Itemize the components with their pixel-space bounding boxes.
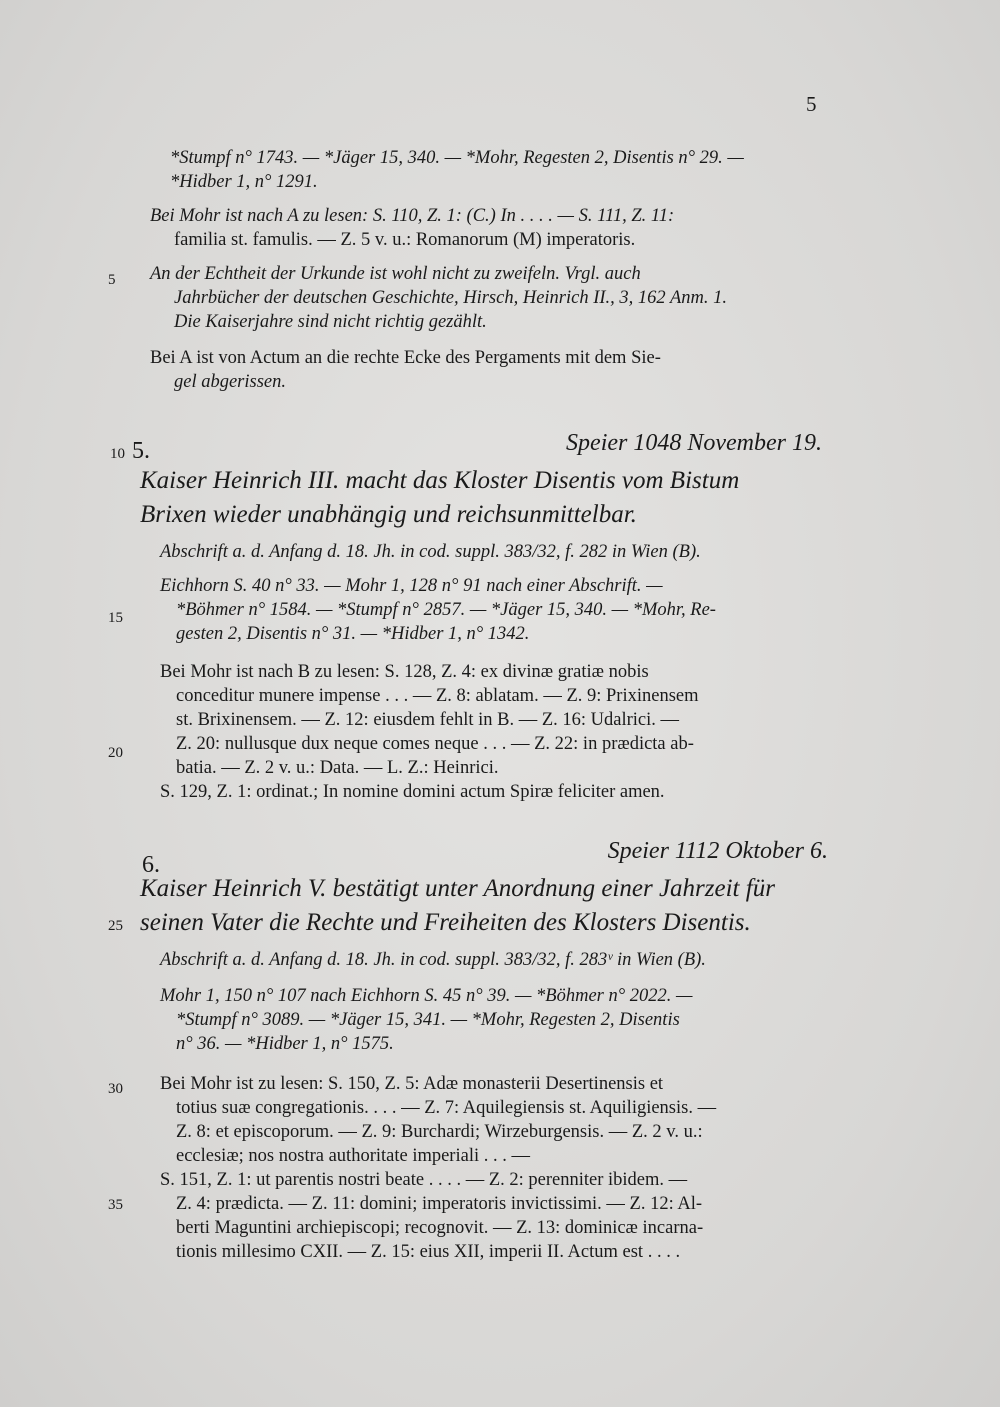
text-line: gesten 2, Disentis n° 31. — *Hidber 1, n° 1342. <box>176 624 530 644</box>
text-line: berti Maguntini archiepiscopi; recognovit. — Z. 13: dominicæ incarna- <box>176 1218 704 1238</box>
text-line: *Stumpf n° 3089. — *Jäger 15, 341. — *Mohr, Regesten 2, Disentis <box>176 1010 680 1030</box>
text-line: Die Kaiserjahre sind nicht richtig gezählt. <box>174 312 487 332</box>
text-line: Jahrbücher der deutschen Geschichte, Hirsch, Heinrich II., 3, 162 Anm. 1. <box>174 288 727 308</box>
line-number: 15 <box>108 610 123 626</box>
variant-readings <box>150 204 822 252</box>
text-line: batia. — Z. 2 v. u.: Data. — L. Z.: Heinrici. <box>176 758 499 778</box>
document-title <box>140 464 830 532</box>
text-line: Bei Mohr ist zu lesen: S. 150, Z. 5: Adæ monasterii Desertinensis et <box>160 1074 664 1094</box>
text-line: An der Echtheit der Urkunde ist wohl nicht zu zweifeln. Vrgl. auch <box>150 264 641 284</box>
text-line: familia st. famulis. — Z. 5 v. u.: Romanorum (M) imperatoris. <box>174 230 636 250</box>
text-line: Mohr 1, 150 n° 107 nach Eichhorn S. 45 n° 39. — *Böhmer n° 2022. — <box>160 986 693 1006</box>
line-number: 20 <box>108 745 123 761</box>
damage-note <box>150 346 822 394</box>
text-line: Bei A ist von Actum an die rechte Ecke des Pergaments mit dem Sie- <box>150 348 661 368</box>
authenticity-note <box>150 262 822 334</box>
source-note: Abschrift a. d. Anfang d. 18. Jh. in cod. suppl. 383/32, f. 282 in Wien (B). <box>160 542 701 562</box>
text-line: *Böhmer n° 1584. — *Stumpf n° 2857. — *Jäger 15, 340. — *Mohr, Re- <box>176 600 716 620</box>
text-line: S. 151, Z. 1: ut parentis nostri beate . . . . — Z. 2: perenniter ibidem. — <box>160 1170 688 1190</box>
document-place-date: Speier 1048 November 19. <box>566 430 822 456</box>
document-title <box>140 872 830 940</box>
references-block <box>170 146 830 194</box>
text-line: Z. 20: nullusque dux neque comes neque . . . — Z. 22: in prædicta ab- <box>176 734 694 754</box>
title-line: Brixen wieder unabhängig und reichsunmittelbar. <box>140 501 637 528</box>
line-number: 30 <box>108 1081 123 1097</box>
text-line: Eichhorn S. 40 n° 33. — Mohr 1, 128 n° 91 nach einer Abschrift. — <box>160 576 663 596</box>
text-line: Bei Mohr ist nach B zu lesen: S. 128, Z. 4: ex divinæ gratiæ nobis <box>160 662 649 682</box>
text-line: gel abgerissen. <box>174 372 287 392</box>
text-span: Bei Mohr ist nach A zu lesen: <box>150 206 369 226</box>
text-line: *Stumpf n° 1743. — *Jäger 15, 340. — *Mohr, Regesten 2, Disentis n° 29. — <box>170 148 744 168</box>
line-number: 5 <box>108 272 116 288</box>
text-line: totius suæ congregationis. . . . — Z. 7: Aquilegiensis st. Aquiligiensis. — <box>176 1098 717 1118</box>
page-number: 5 <box>806 92 817 116</box>
text-line <box>150 204 822 228</box>
document-place-date: Speier 1112 Oktober 6. <box>607 838 828 864</box>
title-line: Kaiser Heinrich V. bestätigt unter Anordnung einer Jahrzeit für <box>140 875 775 902</box>
text-line: conceditur munere impense . . . — Z. 8: ablatam. — Z. 9: Prixinensem <box>176 686 699 706</box>
variant-readings <box>160 660 832 804</box>
text-line: Z. 4: prædicta. — Z. 11: domini; imperatoris invictissimi. — Z. 12: Al- <box>176 1194 703 1214</box>
line-number: 25 <box>108 918 123 934</box>
text-line: Z. 8: et episcoporum. — Z. 9: Burchardi; Wirzeburgensis. — Z. 2 v. u.: <box>176 1122 703 1142</box>
text-line: st. Brixinensem. — Z. 12: eiusdem fehlt in B. — Z. 16: Udalrici. — <box>176 710 680 730</box>
line-number: 10 <box>110 446 125 462</box>
document-number: 5. <box>132 438 150 464</box>
line-number: 35 <box>108 1197 123 1213</box>
text-line: ecclesiæ; nos nostra authoritate imperiali . . . — <box>176 1146 530 1166</box>
text-line: *Hidber 1, n° 1291. <box>170 172 318 192</box>
text-span: S. 110, Z. 1: (C.) In . . . . — S. 111, Z. 11: <box>368 206 675 226</box>
document-number: 6. <box>142 852 160 878</box>
text-line: n° 36. — *Hidber 1, n° 1575. <box>176 1034 394 1054</box>
source-note: Abschrift a. d. Anfang d. 18. Jh. in cod. suppl. 383/32, f. 283ᵛ in Wien (B). <box>160 950 706 970</box>
variant-readings <box>160 1072 832 1264</box>
references-block <box>160 574 832 646</box>
title-line: Kaiser Heinrich III. macht das Kloster Disentis vom Bistum <box>140 467 740 494</box>
title-line: seinen Vater die Rechte und Freiheiten des Klosters Disentis. <box>140 909 751 936</box>
references-block <box>160 984 832 1056</box>
text-line: tionis millesimo CXII. — Z. 15: eius XII, imperii II. Actum est . . . . <box>176 1242 681 1262</box>
text-line: S. 129, Z. 1: ordinat.; In nomine domini actum Spiræ feliciter amen. <box>160 782 665 802</box>
